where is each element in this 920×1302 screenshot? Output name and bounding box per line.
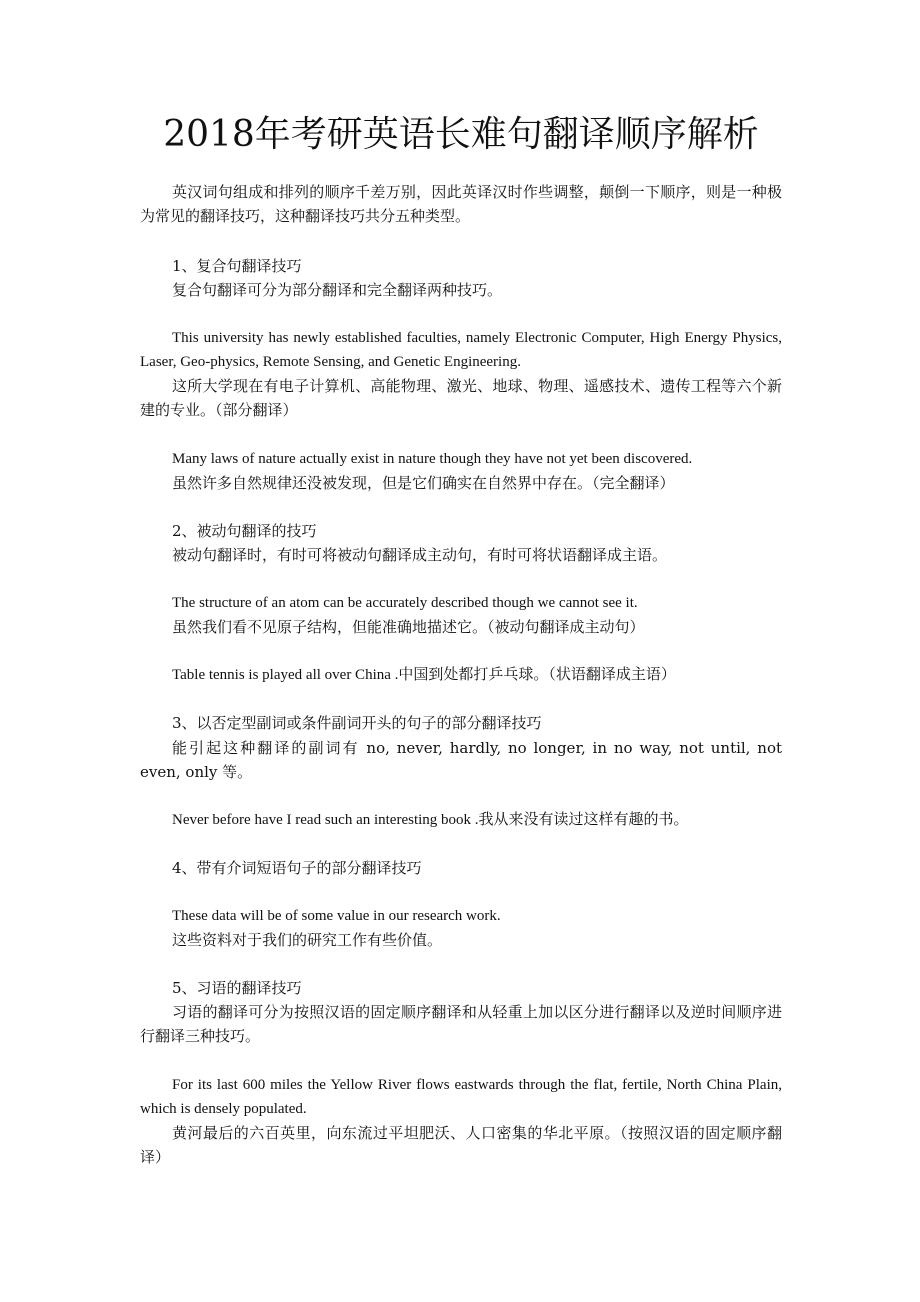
section-1-heading: 1、复合句翻译技巧 [172,257,302,275]
section-1-example-2-english: Many laws of nature actually exist in nature though they have not yet been discovered. [172,451,693,467]
section-5-example-1-english: For its last 600 miles the Yellow River flows eastwards through the flat, fertile, North China Plain, which is densely populated. [140,1077,782,1117]
section-4-heading: 4、带有介词短语句子的部分翻译技巧 [172,859,422,877]
section-5-heading: 5、习语的翻译技巧 [172,979,302,997]
section-4-example-1-english: These data will be of some value in our research work. [172,908,501,924]
section-2-example-2: Table tennis is played all over China .中国到处都打乒乓球。（状语翻译成主语） [172,667,676,683]
section-5-description: 习语的翻译可分为按照汉语的固定顺序翻译和从轻重上加以区分进行翻译以及逆时间顺序进行翻译三种技巧。 [140,1003,782,1045]
section-3-description: 能引起这种翻译的副词有 no, never, hardly, no longer, in no way, not until, not even, only 等。 [140,739,782,781]
document-title: 2018年考研英语长难句翻译顺序解析 [163,114,759,155]
section-1-example-1-english: This university has newly established faculties, namely Electronic Computer, High Energy Physics, Laser, Geo-physics, Remote Sensing, and Genetic Engineering. [140,330,782,370]
section-2-example-1-english: The structure of an atom can be accurately described though we cannot see it. [172,595,638,611]
section-2-example-1-chinese: 虽然我们看不见原子结构，但能准确地描述它。（被动句翻译成主动句） [172,618,645,636]
section-3-example-1: Never before have I read such an interesting book .我从来没有读过这样有趣的书。 [172,812,689,828]
section-3-heading: 3、以否定型副词或条件副词开头的句子的部分翻译技巧 [172,714,542,732]
intro-paragraph: 英汉词句组成和排列的顺序千差万别，因此英译汉时作些调整，颠倒一下顺序，则是一种极为常见的翻译技巧，这种翻译技巧共分五种类型。 [140,183,782,225]
section-1-example-1-chinese: 这所大学现在有电子计算机、高能物理、激光、地球、物理、遥感技术、遗传工程等六个新建的专业。（部分翻译） [140,377,782,419]
section-5-example-1-chinese: 黄河最后的六百英里，向东流过平坦肥沃、人口密集的华北平原。（按照汉语的固定顺序翻译） [140,1124,782,1166]
section-4-example-1-chinese: 这些资料对于我们的研究工作有些价值。 [172,931,443,949]
section-2-description: 被动句翻译时，有时可将被动句翻译成主动句，有时可将状语翻译成主语。 [172,546,668,564]
section-1-description: 复合句翻译可分为部分翻译和完全翻译两种技巧。 [172,281,503,299]
section-2-heading: 2、被动句翻译的技巧 [172,522,317,540]
section-1-example-2-chinese: 虽然许多自然规律还没被发现，但是它们确实在自然界中存在。（完全翻译） [172,474,675,492]
